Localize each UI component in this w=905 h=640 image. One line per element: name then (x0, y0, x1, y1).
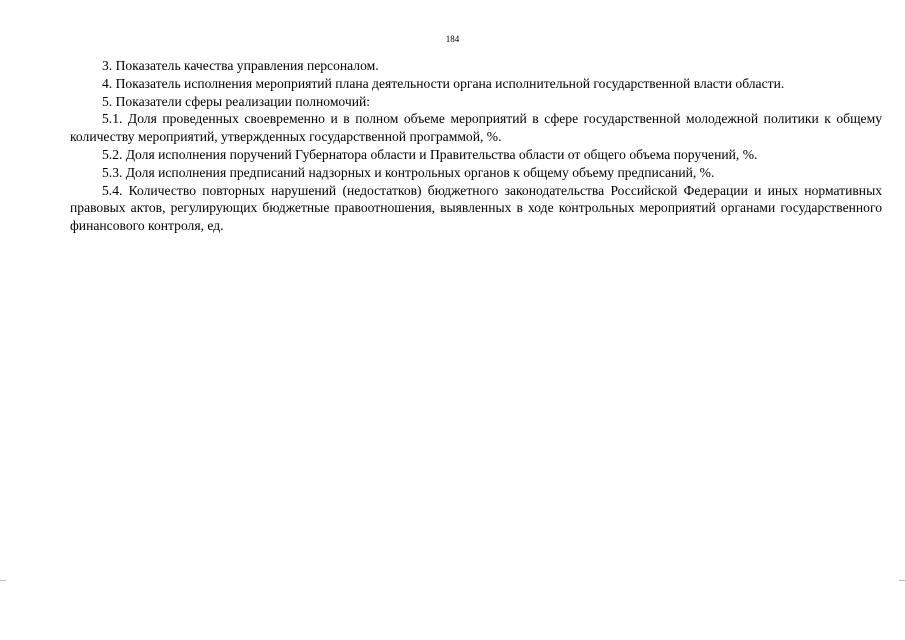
paragraph-item-5-1: 5.1. Доля проведенных своевременно и в полном объеме мероприятий в сфере государственной молодежной политики к общему количеству мероприятий, утвержденных государственной программой, %. (70, 111, 882, 145)
page-number: 184 (445, 34, 460, 44)
paragraph-item-5: 5. Показатели сферы реализации полномочий: (102, 93, 371, 109)
document-body (70, 57, 882, 235)
paragraph-item-4: 4. Показатель исполнения мероприятий плана деятельности органа исполнительной государственной власти области. (102, 75, 785, 91)
paragraph-item-3: 3. Показатель качества управления персоналом. (102, 58, 379, 73)
paragraph-item-5-2: 5.2. Доля исполнения поручений Губернатора области и Правительства области от общего объема поручений, %. (102, 146, 758, 162)
left-edge-mark (0, 580, 6, 581)
right-edge-mark (899, 580, 905, 581)
paragraph-item-5-4: 5.4. Количество повторных нарушений (недостатков) бюджетного законодательства Российской Федерации и иных нормативных правовых актов, регулирующих бюджетные правоотношения, выявленных в ходе контрольных мероприятий органами государственного финансового контроля, ед. (70, 182, 882, 234)
paragraph-item-5-3: 5.3. Доля исполнения предписаний надзорных и контрольных органов к общему объему предписаний, %. (102, 164, 715, 180)
